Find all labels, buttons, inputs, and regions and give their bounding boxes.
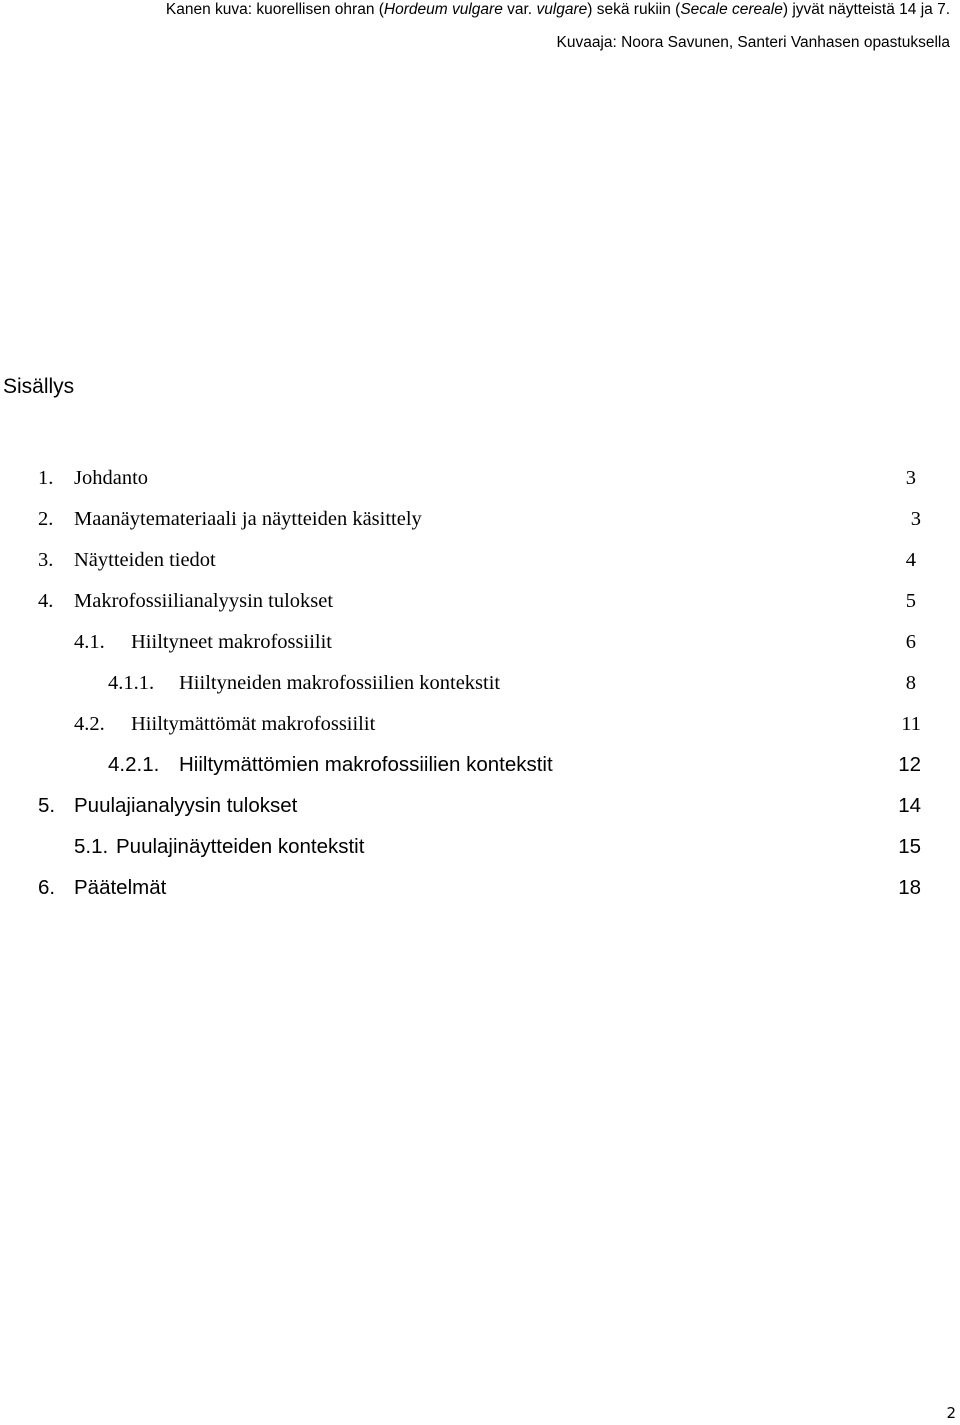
toc-entry-page: 5 (905, 590, 916, 612)
caption-text: ) sekä rukiin ( (587, 1, 681, 18)
toc-entry[interactable] (38, 465, 916, 491)
toc-entry-title: Puulajianalyysin tulokset (74, 794, 298, 817)
toc-entry-number: 1. (38, 467, 54, 489)
toc-entry[interactable] (74, 834, 921, 860)
toc-entry-number: 4.2.1. (108, 753, 160, 776)
page-number: 2 (946, 1404, 956, 1422)
image-caption-line-1 (166, 0, 950, 20)
toc-entry-title: Makrofossiilianalyysin tulokset (74, 590, 334, 612)
toc-entry-number: 2. (38, 508, 54, 530)
toc-entry-title: Hiiltymättömien makrofossiilien kontekstit (179, 753, 553, 776)
toc-entry-title: Johdanto (74, 467, 149, 489)
toc-entry-number: 6. (38, 876, 56, 899)
toc-entry[interactable] (38, 793, 921, 819)
toc-entry-number: 4.1. (74, 631, 105, 653)
toc-entry-title: Hiiltyneiden makrofossiilien kontekstit (179, 672, 501, 694)
toc-entry-page: 3 (910, 508, 921, 530)
caption-species-name: Hordeum vulgare (383, 1, 503, 18)
caption-text: Kanen kuva: kuorellisen ohran ( (165, 1, 384, 18)
toc-entry-number: 5.1. (74, 835, 109, 858)
toc-entry-number: 4. (38, 590, 54, 612)
toc-entry-page: 8 (905, 672, 916, 694)
caption-variety-name: vulgare (536, 1, 588, 18)
toc-entry[interactable] (38, 547, 916, 573)
toc-entry-page: 3 (905, 467, 916, 489)
toc-entry[interactable] (38, 588, 916, 614)
toc-entry-title: Hiiltyneet makrofossiilit (131, 631, 332, 653)
toc-entry-page: 6 (905, 631, 916, 653)
toc-entry-page: 11 (901, 713, 921, 735)
caption-text: var. (502, 1, 537, 18)
toc-entry[interactable] (74, 629, 916, 655)
toc-entry-title: Päätelmät (74, 876, 167, 899)
toc-heading: Sisällys (3, 375, 75, 398)
toc-entry[interactable] (38, 506, 921, 532)
toc-entry-page: 4 (905, 549, 916, 571)
toc-entry-number: 4.2. (74, 713, 105, 735)
toc-entry-page: 18 (898, 876, 921, 899)
toc-entry[interactable] (38, 875, 921, 901)
toc-entry-number: 3. (38, 549, 54, 571)
caption-text: ) jyvät näytteistä 14 ja 7. (782, 1, 950, 18)
toc-entry-title: Puulajinäytteiden kontekstit (116, 835, 365, 858)
toc-entry-page: 14 (898, 794, 921, 817)
toc-entry-title: Hiiltymättömät makrofossiilit (131, 713, 376, 735)
toc-entry-title: Näytteiden tiedot (74, 549, 216, 571)
toc-entry-number: 5. (38, 794, 56, 817)
toc-entry[interactable] (108, 752, 921, 778)
toc-entry-page: 12 (898, 753, 921, 776)
toc-entry-title: Maanäytemateriaali ja näytteiden käsittely (74, 508, 422, 530)
toc-entry[interactable] (108, 670, 916, 696)
toc-entry-page: 15 (898, 835, 921, 858)
image-credit-line: Kuvaaja: Noora Savunen, Santeri Vanhasen opastuksella (556, 34, 950, 51)
caption-species-name: Secale cereale (680, 1, 783, 18)
toc-entry[interactable] (74, 711, 921, 737)
toc-entry-number: 4.1.1. (108, 672, 155, 694)
